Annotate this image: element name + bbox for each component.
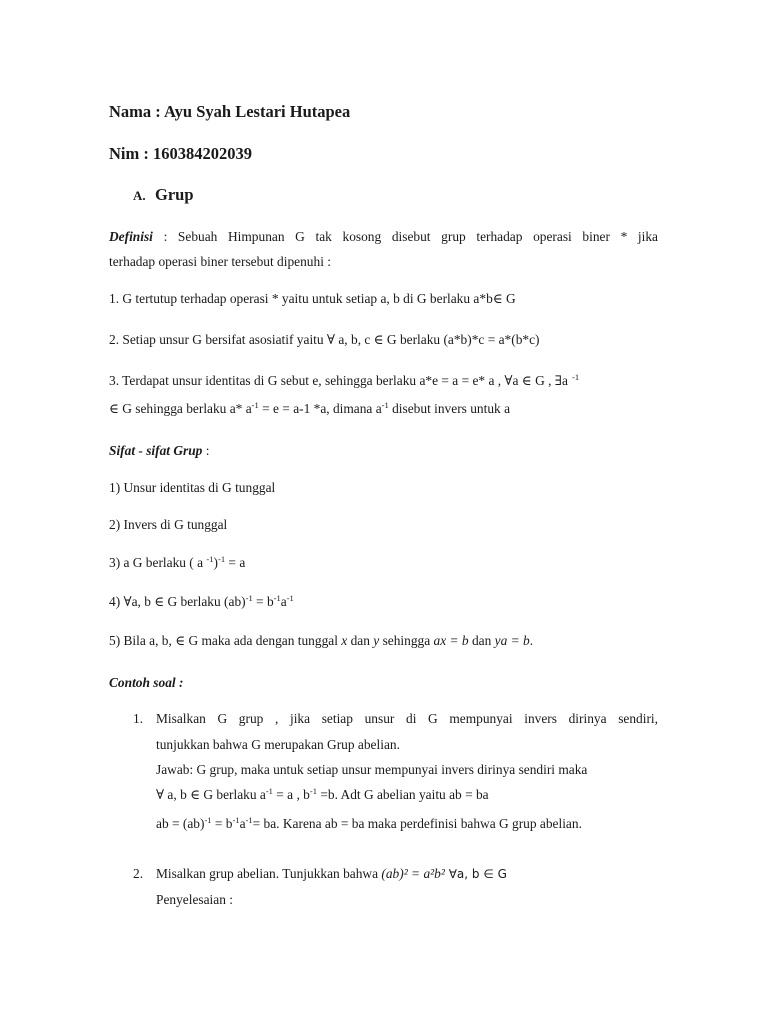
definition-line-1 — [109, 229, 658, 245]
math-y: y — [373, 633, 380, 648]
properties-label: Sifat - sifat Grup — [109, 443, 203, 458]
q1-line-4-c: =b. Adt G abelian yaitu ab = ba — [316, 787, 489, 802]
property-4-c: a — [280, 594, 287, 609]
definition-line-2: terhadap operasi biner tersebut dipenuhi : — [109, 254, 331, 269]
q1-line-5-a: ab = (ab) — [156, 816, 205, 831]
q1-line-5-d: = ba. Karena ab = ba maka perdefinisi bahwa G grup abelian. — [252, 816, 582, 831]
question-2-line-2: Penyelesaian : — [156, 892, 233, 907]
exponent: -1 — [206, 554, 214, 564]
property-4-a: 4) ∀a, b ∈ G berlaku (ab) — [109, 594, 246, 609]
axiom-3-text-2a: ∈ G sehingga berlaku a* a — [109, 401, 252, 416]
question-1-line-5 — [156, 816, 582, 832]
question-1-line-3: Jawab: G grup, maka untuk setiap unsur mempunyai invers dirinya sendiri maka — [156, 762, 588, 777]
axiom-2: 2. Setiap unsur G bersifat asosiatif yaitu ∀ a, b, c ∈ G berlaku (a*b)*c = a*(b*c) — [109, 332, 540, 347]
question-1-number: 1. — [133, 711, 144, 726]
exponent: -1 — [265, 786, 273, 796]
question-2-number: 2. — [133, 866, 144, 881]
question-1-line-4 — [156, 787, 489, 803]
property-3-b: ) — [213, 555, 218, 570]
property-5 — [109, 633, 533, 649]
property-1: 1) Unsur identitas di G tunggal — [109, 480, 276, 495]
q1-line-4-b: = a , b — [272, 787, 310, 802]
q1-line-4-a: ∀ a, b ∈ G berlaku a — [156, 787, 266, 802]
exponent: -1 — [286, 593, 294, 603]
property-4-b: = b — [252, 594, 274, 609]
property-4 — [109, 594, 294, 610]
axiom-3-text-1: 3. Terdapat unsur identitas di G sebut e, sehingga berlaku a*e = a = e* a , ∀a ∈ G , ∃a — [109, 373, 568, 388]
property-5-a: 5) Bila a, b, ∈ G maka ada dengan tunggal — [109, 633, 342, 648]
exponent: -1 — [309, 786, 317, 796]
axiom-3-line-2 — [109, 401, 510, 417]
property-3 — [109, 555, 245, 571]
question-1-line-1: Misalkan G grup , jika setiap unsur di G mempunyai invers dirinya sendiri, — [156, 711, 658, 726]
property-2: 2) Invers di G tunggal — [109, 517, 228, 532]
section-heading — [133, 187, 194, 204]
exponent: -1 — [204, 815, 212, 825]
examples-heading: Contoh soal : — [109, 675, 184, 690]
axiom-3-text-2c: disebut invers untuk a — [388, 401, 511, 416]
axiom-3-text-2b: = e = a-1 *a, dimana a — [258, 401, 382, 416]
math-forall-ab-in-g: ∀a, b ∈ G — [444, 867, 507, 881]
math-ax-eq-b: ax = b — [433, 633, 469, 648]
property-3-a: 3) a G berlaku ( a — [109, 555, 207, 570]
exponent: -1 — [245, 815, 253, 825]
math-ya-eq-b: ya = b — [494, 633, 530, 648]
property-3-c: = a — [225, 555, 246, 570]
exponent: -1 — [572, 372, 580, 382]
math-x: x — [341, 633, 348, 648]
exponent: -1 — [232, 815, 240, 825]
student-name: Nama : Ayu Syah Lestari Hutapea — [109, 102, 351, 121]
q1-line-5-b: = b — [211, 816, 233, 831]
property-5-c: sehingga — [379, 633, 434, 648]
exponent: -1 — [217, 554, 226, 564]
property-5-b: dan — [347, 633, 374, 648]
question-1-line-2: tunjukkan bahwa G merupakan Grup abelian. — [156, 737, 400, 752]
exponent: -1 — [273, 593, 281, 603]
math-ab-squared: (ab)² = a²b² — [381, 866, 445, 881]
axiom-1: 1. G tertutup terhadap operasi * yaitu untuk setiap a, b di G berlaku a*b∈ G — [109, 291, 516, 306]
exponent: -1 — [381, 400, 389, 410]
properties-colon: : — [202, 443, 210, 458]
properties-heading — [109, 443, 209, 459]
exponent: -1 — [245, 593, 253, 603]
definition-text-1: : Sebuah Himpunan G tak kosong disebut grup terhadap operasi biner * jika — [163, 229, 658, 244]
q1-line-5-c: a — [239, 816, 246, 831]
axiom-3-line-1 — [109, 373, 579, 389]
exponent: -1 — [251, 400, 259, 410]
section-title: Grup — [155, 185, 194, 204]
definition-label: Definisi — [109, 229, 153, 244]
q2-text: Misalkan grup abelian. Tunjukkan bahwa — [156, 866, 382, 881]
section-marker: A. — [133, 188, 146, 203]
property-5-e: . — [529, 633, 534, 648]
property-5-d: dan — [468, 633, 495, 648]
question-2-line-1 — [156, 866, 507, 882]
student-nim: Nim : 160384202039 — [109, 144, 252, 163]
